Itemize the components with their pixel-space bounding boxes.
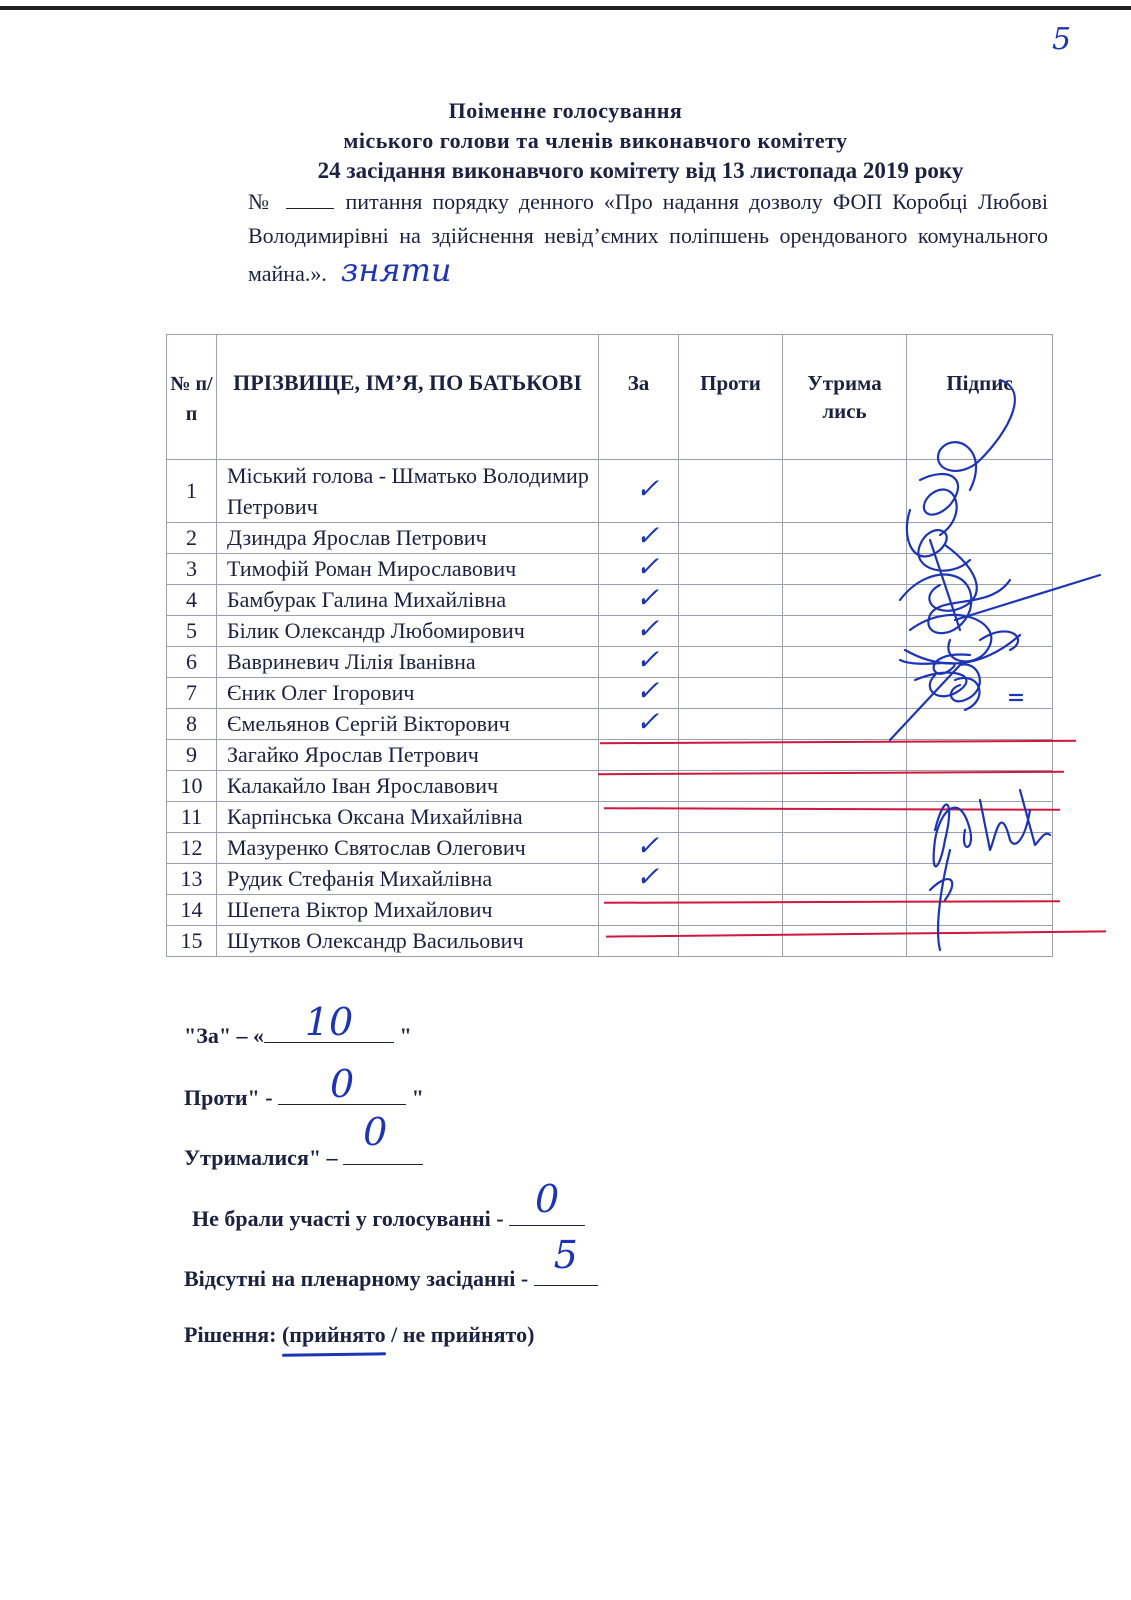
tally-not-voted-blank [509, 1177, 585, 1226]
tally-for [184, 1000, 412, 1049]
doc-title: Поіменне голосування [448, 98, 683, 123]
row-vote-against [679, 833, 783, 864]
row-name: Тимофій Роман Мирославович [217, 554, 599, 585]
row-vote-against [679, 802, 783, 833]
tally-for-blank [264, 1000, 394, 1044]
check-mark-icon: ✓ [635, 474, 660, 505]
header-against: Проти [679, 335, 783, 460]
row-name: Ємельянов Сергій Вікторович [217, 709, 599, 740]
row-vote-against [679, 864, 783, 895]
row-vote-for [599, 554, 679, 585]
tally-not-voted-label: Не брали участі у голосуванні - [192, 1206, 504, 1231]
row-vote-for [599, 833, 679, 864]
row-vote-against [679, 709, 783, 740]
row-vote-against [679, 678, 783, 709]
header-signature: Підпис [907, 335, 1053, 460]
row-name: Карпінська Оксана Михайлівна [217, 802, 599, 833]
row-name: Шепета Віктор Михайлович [217, 895, 599, 926]
row-vote-for [599, 523, 679, 554]
row-vote-against [679, 554, 783, 585]
decision-line [184, 1322, 534, 1348]
tally-abstained-blank [343, 1110, 423, 1165]
row-vote-for [599, 647, 679, 678]
row-name: Загайко Ярослав Петрович [217, 740, 599, 771]
check-mark-icon: ✓ [635, 862, 660, 893]
header-abstained: Утрима лись [783, 335, 907, 460]
tally-absent-label: Відсутні на пленарному засіданні - [184, 1266, 529, 1291]
tally-for-close: " [399, 1023, 412, 1048]
row-num: 10 [167, 771, 217, 802]
tally-against-close: " [411, 1085, 424, 1110]
check-mark-icon: ✓ [635, 521, 660, 552]
row-vote-for [599, 926, 679, 957]
check-mark-icon: ✓ [635, 583, 660, 614]
row-num: 11 [167, 802, 217, 833]
row-num: 5 [167, 616, 217, 647]
row-num: 4 [167, 585, 217, 616]
row-vote-for [599, 585, 679, 616]
row-num: 1 [167, 460, 217, 523]
row-vote-against [679, 926, 783, 957]
row-num: 13 [167, 864, 217, 895]
signature-scribbles [860, 370, 1110, 970]
top-scan-border [0, 6, 1131, 10]
row-vote-for [599, 678, 679, 709]
row-vote-for [599, 616, 679, 647]
tally-against-label: Проти" - [184, 1085, 273, 1110]
row-name: Вавриневич Лілія Іванівна [217, 647, 599, 678]
tally-absent-value: 5 [553, 1233, 578, 1277]
meeting-date-line: 24 засідання виконавчого комітету від 13 листопада 2019 року [317, 158, 964, 183]
check-mark-icon: ✓ [635, 831, 660, 862]
agenda-text: питання порядку денного «Про надання дозволу ФОП Коробці Любові Володимирівні на здійснення невід’ємних поліпшень орендованого комунального майна.». [248, 189, 1048, 286]
tally-absent [184, 1233, 598, 1292]
row-vote-for [599, 709, 679, 740]
row-name: Міський голова - Шматько Володимир Петрович [217, 460, 599, 523]
tally-against-value: 0 [330, 1062, 355, 1106]
decision-underline [282, 1352, 386, 1356]
tally-for-label: "За" – « [184, 1023, 265, 1048]
row-vote-against [679, 895, 783, 926]
row-vote-against [679, 771, 783, 802]
header-num: № п/п [167, 335, 217, 460]
decision-rest: / не прийнято) [391, 1322, 535, 1347]
tally-against-blank [278, 1062, 406, 1106]
row-num: 6 [167, 647, 217, 678]
row-name: Бамбурак Галина Михайлівна [217, 585, 599, 616]
row-num: 2 [167, 523, 217, 554]
tally-absent-blank [534, 1233, 598, 1286]
row-num: 12 [167, 833, 217, 864]
header-for: За [599, 335, 679, 460]
row-vote-for [599, 802, 679, 833]
row-name: Мазуренко Святослав Олегович [217, 833, 599, 864]
row-vote-against [679, 523, 783, 554]
row-name: Калакайло Іван Ярославович [217, 771, 599, 802]
doc-subtitle: міського голови та членів виконавчого комітету [343, 128, 848, 153]
row-num: 7 [167, 678, 217, 709]
row-vote-against [679, 647, 783, 678]
row-vote-against [679, 740, 783, 771]
tally-abstained-value: 0 [363, 1110, 388, 1154]
tally-against [184, 1062, 424, 1111]
check-mark-icon: ✓ [635, 645, 660, 676]
row-num: 15 [167, 926, 217, 957]
tally-not-voted-value: 0 [534, 1177, 560, 1221]
row-name: Єник Олег Ігорович [217, 678, 599, 709]
decision-label: Рішення: [184, 1322, 277, 1347]
row-name: Шутков Олександр Васильович [217, 926, 599, 957]
row-num: 9 [167, 740, 217, 771]
row-vote-against [679, 616, 783, 647]
tally-for-value: 10 [304, 1000, 354, 1044]
row-vote-for [599, 864, 679, 895]
row-name: Білик Олександр Любомирович [217, 616, 599, 647]
check-mark-icon: ✓ [635, 614, 660, 645]
row-name: Рудик Стефанія Михайлівна [217, 864, 599, 895]
row-num: 3 [167, 554, 217, 585]
header-name: ПРІЗВИЩЕ, ІМ’Я, ПО БАТЬКОВІ [217, 335, 599, 460]
number-sign: № [248, 189, 274, 214]
check-mark-icon: ✓ [635, 676, 660, 707]
item-number-blank [286, 190, 334, 209]
decision-accepted [282, 1322, 386, 1348]
tally-not-voted [192, 1177, 585, 1232]
row-name: Дзиндра Ярослав Петрович [217, 523, 599, 554]
check-mark-icon: ✓ [635, 707, 660, 738]
tally-abstained-label: Утрималися" – [184, 1145, 338, 1170]
row-vote-for [599, 460, 679, 523]
check-mark-icon: ✓ [635, 552, 660, 583]
agenda-item [248, 185, 1048, 291]
tally-abstained [184, 1110, 423, 1171]
decision-accepted-text: (прийнято [281, 1322, 386, 1347]
row-num: 8 [167, 709, 217, 740]
row-vote-against [679, 585, 783, 616]
row-vote-for [599, 895, 679, 926]
row-num: 14 [167, 895, 217, 926]
handwritten-note: зняти [340, 251, 452, 289]
page-number: 5 [1052, 22, 1072, 57]
row-vote-against [679, 460, 783, 523]
